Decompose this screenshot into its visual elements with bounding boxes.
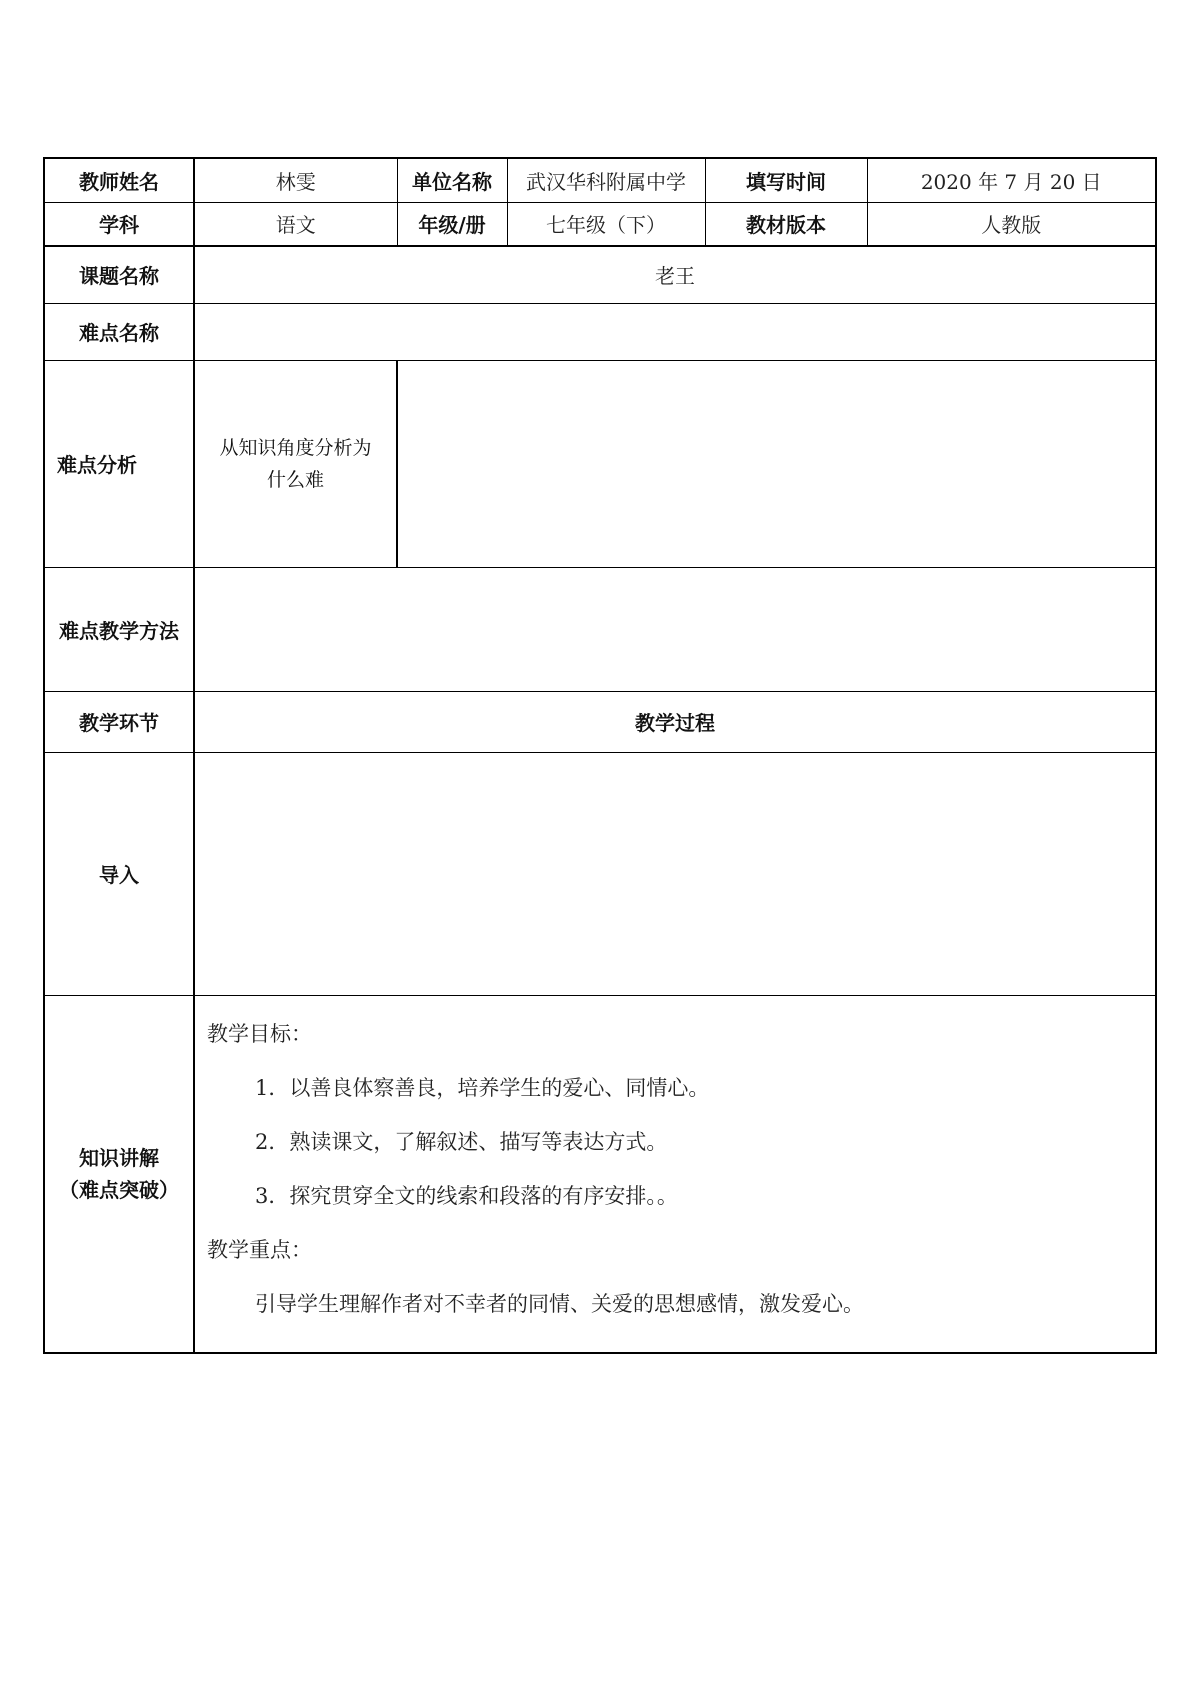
header-row-1 [44, 158, 1156, 202]
fill-date-value: 2020 年 7 月 20 日 [867, 158, 1156, 202]
difficulty-method-row [44, 567, 1156, 691]
teaching-process-label: 教学过程 [194, 691, 1156, 752]
edition-value: 人教版 [867, 202, 1156, 246]
subject-label: 学科 [44, 202, 194, 246]
topic-label: 课题名称 [44, 246, 194, 303]
difficulty-name-row [44, 303, 1156, 360]
goal-item-3: 3．探究贯穿全文的线索和段落的有序安排。。 [255, 1183, 678, 1208]
knowledge-label-line2: （难点突破） [59, 1177, 179, 1202]
goal-item-1: 1．以善良体察善良，培养学生的爱心、同情心。 [255, 1075, 710, 1100]
difficulty-analysis-sublabel [194, 360, 397, 567]
unit-name-value: 武汉华科附属中学 [507, 158, 705, 202]
intro-value [194, 752, 1156, 995]
knowledge-content [194, 995, 1156, 1353]
difficulty-analysis-row [44, 360, 1156, 567]
difficulty-name-label: 难点名称 [44, 303, 194, 360]
subject-value: 语文 [194, 202, 397, 246]
focus-text: 引导学生理解作者对不幸者的同情、关爱的思想感情，激发爱心。 [255, 1291, 864, 1316]
unit-name-label: 单位名称 [397, 158, 507, 202]
knowledge-label-line1: 知识讲解 [79, 1145, 159, 1170]
edition-label: 教材版本 [705, 202, 867, 246]
difficulty-method-value [194, 567, 1156, 691]
difficulty-analysis-value [397, 360, 1156, 567]
lesson-plan-form [43, 157, 1155, 1354]
grade-value: 七年级（下） [507, 202, 705, 246]
intro-label: 导入 [44, 752, 194, 995]
teacher-name-label: 教师姓名 [44, 158, 194, 202]
difficulty-method-label: 难点教学方法 [44, 567, 194, 691]
fill-date-label: 填写时间 [705, 158, 867, 202]
difficulty-analysis-sublabel-line2: 什么难 [266, 468, 324, 491]
grade-label: 年级/册 [397, 202, 507, 246]
goals-title: 教学目标： [207, 1021, 312, 1046]
knowledge-label [44, 995, 194, 1353]
difficulty-analysis-label: 难点分析 [44, 360, 194, 567]
difficulty-analysis-sublabel-line1: 从知识角度分析为 [219, 436, 372, 459]
difficulty-name-value [194, 303, 1156, 360]
knowledge-row [44, 995, 1156, 1353]
teaching-stage-label: 教学环节 [44, 691, 194, 752]
header-row-2 [44, 202, 1156, 246]
intro-row [44, 752, 1156, 995]
process-header-row [44, 691, 1156, 752]
topic-row [44, 246, 1156, 303]
topic-value: 老王 [194, 246, 1156, 303]
goal-item-2: 2．熟读课文，了解叙述、描写等表达方式。 [255, 1129, 668, 1154]
lesson-plan-table [43, 157, 1157, 1354]
focus-title: 教学重点： [207, 1237, 312, 1262]
teacher-name-value: 林雯 [194, 158, 397, 202]
